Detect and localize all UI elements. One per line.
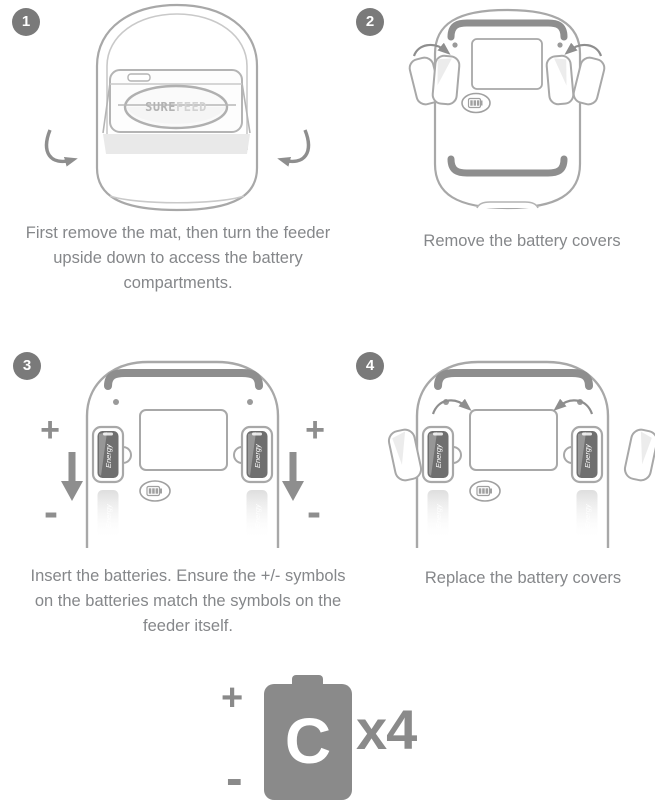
surefeed-logo: SUREFEED [145,100,207,114]
svg-text:Energy: Energy [434,504,443,528]
feeder-tray [103,70,250,154]
rotate-arrow-right-icon [283,130,308,161]
down-arrow-right-icon [282,452,304,501]
battery-size-label: C [284,705,332,777]
step-2-caption: Remove the battery covers [423,232,621,250]
lid-slot [128,74,150,81]
step-4-badge: 4 [356,352,384,380]
plus-symbol-right: + [305,411,325,449]
battery-cover-right [623,428,655,482]
c-battery-icon [264,684,352,800]
battery-quantity-label: x4 [356,698,417,761]
minus-symbol-left: - [44,488,58,535]
base-recess [470,410,557,470]
battery-indicator-icon [470,481,500,501]
svg-text:Energy: Energy [583,444,592,468]
minus-symbol: - [226,750,243,806]
base-tab [477,202,538,208]
cover-replace-illustration [330,352,655,552]
svg-text:Energy: Energy [104,504,113,528]
step-1-badge: 1 [12,8,40,36]
step-3-caption: Insert the batteries. Ensure the +/- symbols on the batteries match the symbols on the feeder itself. [30,567,346,635]
step-3-badge: 3 [13,352,41,380]
base-recess [472,39,542,89]
rotate-arrow-left-icon [47,130,72,161]
battery-indicator-icon [462,94,490,113]
feeder-front-illustration [0,0,330,215]
step-4-caption: Replace the battery covers [424,569,622,587]
svg-text:Energy: Energy [253,444,262,468]
step-1-caption: First remove the mat, then turn the feeder upside down to access the battery compartments. [25,224,331,292]
svg-text:Energy: Energy [253,504,262,528]
svg-text:Energy: Energy [104,444,113,468]
plus-symbol-left: + [40,411,60,449]
feeder-underside-illustration [330,0,655,215]
feeder-base [435,10,580,208]
down-arrow-left-icon [61,452,83,501]
svg-text:Energy: Energy [583,504,592,528]
step-2-badge: 2 [356,8,384,36]
minus-symbol-right: - [307,488,321,535]
mat-band [103,134,250,154]
battery-insert-illustration [0,352,330,552]
battery-indicator-icon [140,481,170,501]
base-recess [140,410,227,470]
plus-symbol: + [221,677,244,719]
svg-text:Energy: Energy [434,444,443,468]
